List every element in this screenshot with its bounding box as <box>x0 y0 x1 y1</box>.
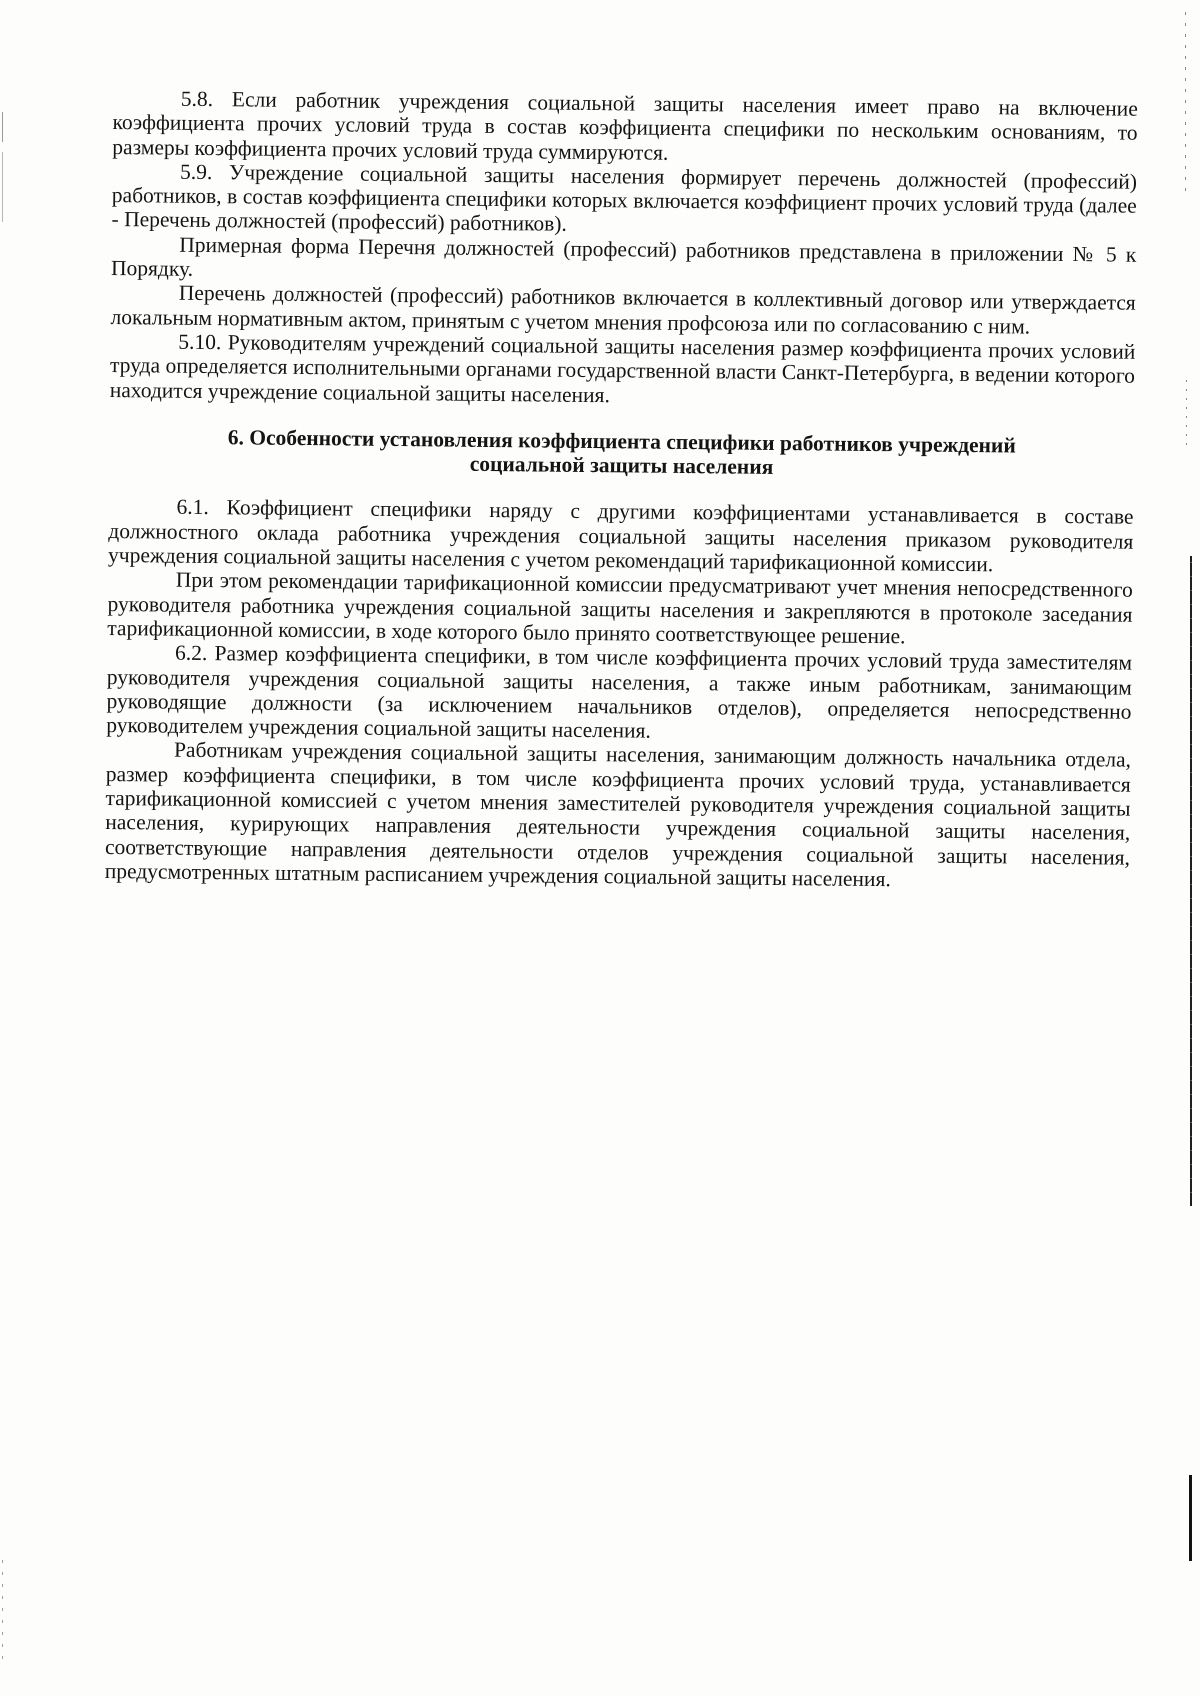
section-6-heading: 6. Особенности установления коэффициента специфики работников учреждений социальной защиты населения <box>227 425 1016 480</box>
scan-edge-artifact <box>2 152 3 222</box>
paragraph-commission-recommendations: При этом рекомендации тарификационной комиссии предусматривают учет мнения непосредственного руководителя работника учреждения социальной защиты населения и закрепляются в протоколе заседания тарификационной комиссии, в ходе которого было принято соответствующее решение. <box>107 568 1133 649</box>
scan-edge-artifact <box>2 112 3 142</box>
scan-edge-artifact <box>1185 12 1186 192</box>
paragraph-appendix-reference: Примерная форма Перечня должностей (профессий) работников представлена в приложении № 5 к Порядку. <box>110 232 1137 281</box>
paragraph-5-8: 5.8. Если работник учреждения социальной защиты населения имеет право на включение коэффициента прочих условий труда в состав коэффициента специфики по нескольким основаниям, то размеры коэффициента прочих условий труда суммируются. <box>112 86 1138 165</box>
scan-edge-artifact <box>1190 556 1192 1206</box>
paragraph-5-9: 5.9. Учреждение социальной защиты населения формирует перечень должностей (профессий) работников, в состав коэффициента специфики которых включается коэффициент прочих условий труда (далее - Перечень должностей (профессий) работников). <box>111 159 1138 237</box>
paragraph-6-1: 6.1. Коэффициент специфики наряду с другими коэффициентами устанавливается в составе должностного оклада работника учреждения социальной защиты населения приказом руководителя учреждения социальной защиты населения с учетом рекомендаций тарификационной комиссии. <box>107 495 1134 577</box>
paragraph-department-heads: Работникам учреждения социальной защиты населения, занимающим должность начальника отдела, размер коэффициента специфики, в том числе коэффициента прочих условий труда, устанавливается тарификационной комиссией с учетом мнения заместителей руководителя учреждения социальной защиты населения, курирующих направления деятельности учреждения социальной защиты населения, соответствующие направления деятельности отделов учреждения социальной защиты населения, предусмотренных штатным расписанием учреждения социальной защиты населения. <box>104 738 1132 892</box>
scan-edge-artifact <box>2 1560 3 1660</box>
scan-edge-artifact <box>1186 380 1187 450</box>
paragraph-5-10: 5.10. Руководителям учреждений социальной защиты населения размер коэффициента прочих условий труда определяется исполнительными органами государственной власти Санкт-Петербурга, в ведении которого находится учреждение социальной защиты населения. <box>109 329 1136 407</box>
scan-edge-artifact <box>1189 1475 1192 1561</box>
paragraph-collective-agreement: Перечень должностей (профессий) работников включается в коллективный договор или утверждается локальным нормативным актом, принятым с учетом мнения профсоюза или по согласованию с ним. <box>110 281 1136 339</box>
paragraph-6-2: 6.2. Размер коэффициента специфики, в том числе коэффициента прочих условий труда заместителям руководителя учреждения социальной защиты населения, а также иным работникам, занимающим руководящие должности (за исключением начальников отделов), определяется непосредственно руководителем учреждения социальной защиты населения. <box>106 640 1133 743</box>
document-body <box>105 86 1138 894</box>
